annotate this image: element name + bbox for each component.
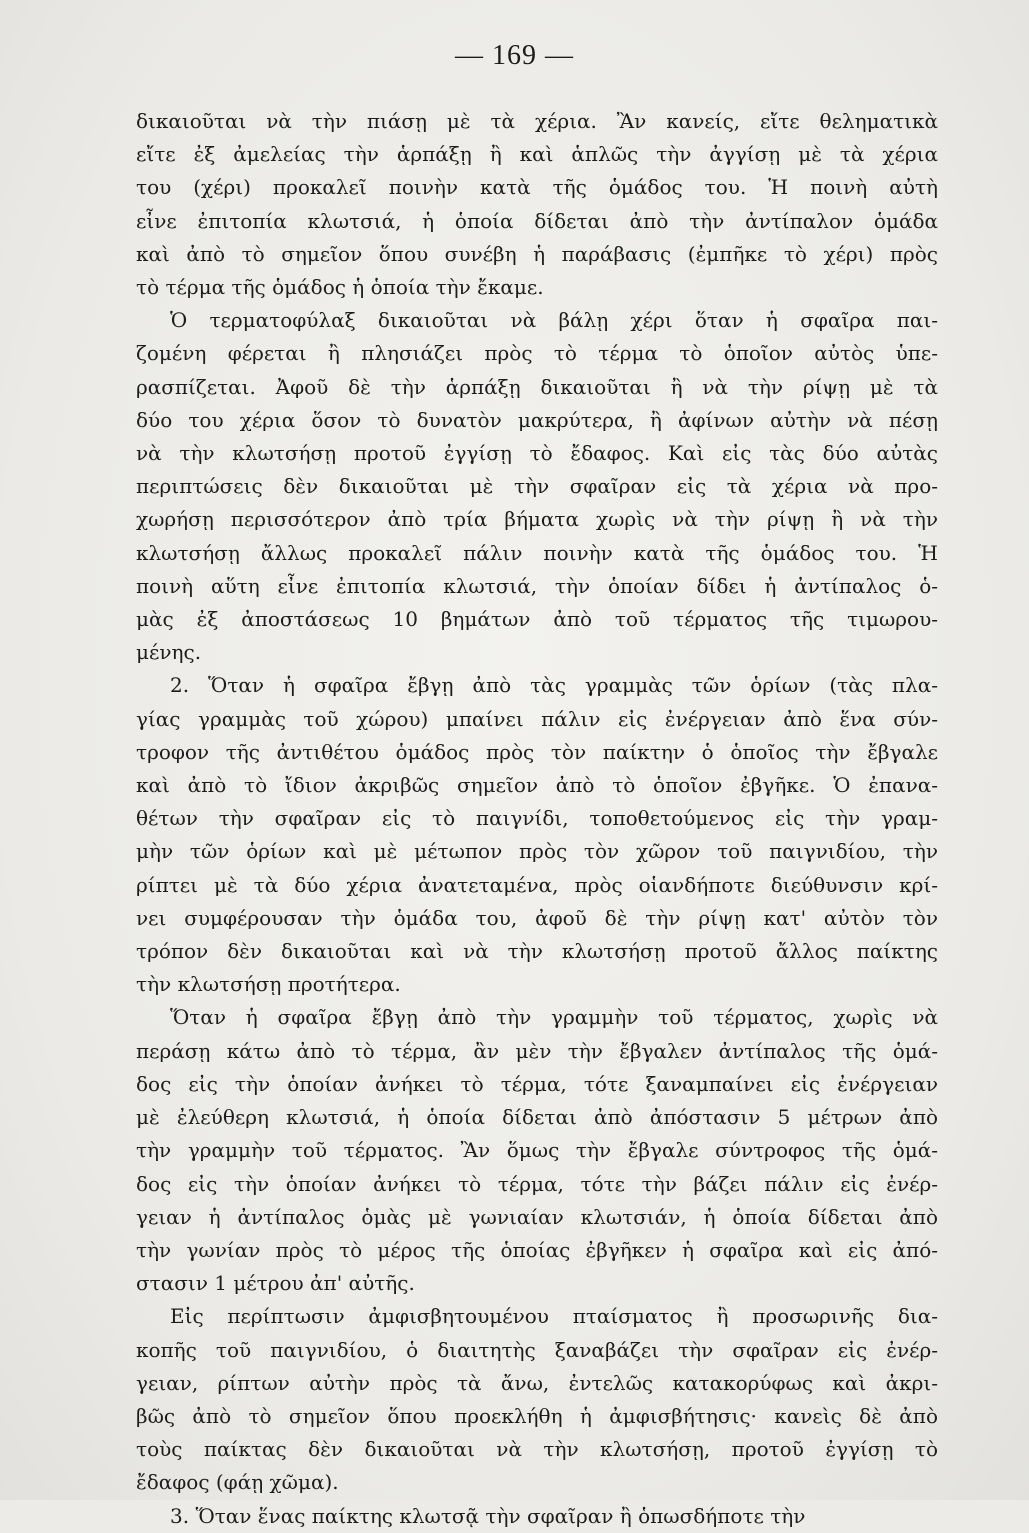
text-line: καὶ ἀπὸ τὸ ἴδιον ἀκριβῶς σημεῖον ἀπὸ τὸ ὁποῖον ἐβγῆκε. Ὁ ἐπανα- [136, 773, 938, 798]
text-line: μὲ ἐλεύθερη κλωτσιά, ἡ ὁποία δίδεται ἀπὸ ἀπόστασιν 5 μέτρων ἀπὸ [136, 1105, 938, 1130]
text-line: του (χέρι) προκαλεῖ ποινὴν κατὰ τῆς ὁμάδος του. Ἡ ποινὴ αὐτὴ [136, 175, 938, 200]
text-line: Ὅταν ἡ σφαῖρα ἔβγῃ ἀπὸ τὴν γραμμὴν τοῦ τέρματος, χωρὶς νὰ [170, 1005, 938, 1030]
paragraph [136, 105, 938, 304]
text-line: εἶνε ἐπιτοπία κλωτσιά, ἡ ὁποία δίδεται ἀπὸ τὴν ἀντίπαλον ὁμάδα [136, 208, 938, 233]
text-line: μένης. [136, 640, 202, 665]
text-line: ποινὴ αὕτη εἶνε ἐπιτοπία κλωτσιά, τὴν ὁποίαν δίδει ἡ ἀντίπαλος ὁ- [136, 573, 938, 598]
text-line: τροφον τῆς ἀντιθέτου ὁμάδος πρὸς τὸν παίκτην ὁ ὁποῖος τὴν ἔβγαλε [136, 739, 938, 764]
paragraph [136, 1300, 938, 1499]
text-line: 2. Ὅταν ἡ σφαῖρα ἔβγῃ ἀπὸ τὰς γραμμὰς τῶν ὁρίων (τὰς πλα- [170, 673, 938, 698]
text-line: νει συμφέρουσαν τὴν ὁμάδα του, ἀφοῦ δὲ τὴν ρίψῃ κατ' αὐτὸν τὸν [136, 905, 938, 930]
text-line: καὶ ἀπὸ τὸ σημεῖον ὅπου συνέβη ἡ παράβασις (ἐμπῆκε τὸ χέρι) πρὸς [136, 241, 938, 266]
text-line: ζομένη φέρεται ἢ πλησιάζει πρὸς τὸ τέρμα τὸ ὁποῖον αὐτὸς ὑπε- [136, 341, 938, 366]
text-line: 3. Ὅταν ἕνας παίκτης κλωτσᾷ τὴν σφαῖραν ἢ ὁπωσδήποτε τὴν [170, 1503, 806, 1528]
text-line: ἔδαφος (φάῃ χῶμα). [136, 1470, 339, 1495]
text-line: μὰς ἐξ ἀποστάσεως 10 βημάτων ἀπὸ τοῦ τέρματος τῆς τιμωρου- [136, 607, 938, 632]
paragraph [136, 1500, 938, 1533]
text-line: τὴν γωνίαν πρὸς τὸ μέρος τῆς ὁποίας ἐβγῆκεν ἡ σφαῖρα καὶ εἰς ἀπό- [136, 1237, 938, 1262]
text-line: γειαν ἡ ἀντίπαλος ὁμὰς μὲ γωνιαίαν κλωτσιάν, ἡ ὁποία δίδεται ἀπὸ [136, 1204, 938, 1229]
text-line: βῶς ἀπὸ τὸ σημεῖον ὅπου προεκλήθη ἡ ἀμφισβήτησις· κανεὶς δὲ ἀπὸ [136, 1403, 938, 1428]
text-line: τὸ τέρμα τῆς ὁμάδος ἡ ὁποία τὴν ἔκαμε. [136, 275, 544, 300]
text-line: γειαν, ρίπτων αὐτὴν πρὸς τὰ ἄνω, ἐντελῶς κατακορύφως καὶ ἀκρι- [136, 1370, 938, 1395]
text-line: ρίπτει μὲ τὰ δύο χέρια ἀνατεταμένα, πρὸς οἱανδήποτε διεύθυνσιν κρί- [136, 872, 938, 897]
text-line: κλωτσήσῃ ἄλλως προκαλεῖ πάλιν ποινὴν κατὰ τῆς ὁμάδος του. Ἡ [136, 540, 938, 565]
text-line: δος εἰς τὴν ὁποίαν ἀνήκει τὸ τέρμα, τότε τὴν βάζει πάλιν εἰς ἐνέρ- [136, 1171, 938, 1196]
text-line: εἴτε ἐξ ἀμελείας τὴν ἁρπάξῃ ἢ καὶ ἁπλῶς τὴν ἀγγίσῃ μὲ τὰ χέρια [136, 142, 938, 167]
text-line: κοπῆς τοῦ παιγνιδίου, ὁ διαιτητὴς ξαναβάζει τὴν σφαῖραν εἰς ἐνέρ- [136, 1337, 938, 1362]
text-line: περάσῃ κάτω ἀπὸ τὸ τέρμα, ἂν μὲν τὴν ἔβγαλεν ἀντίπαλος τῆς ὁμά- [136, 1038, 938, 1063]
text-line: περιπτώσεις δὲν δικαιοῦται μὲ τὴν σφαῖραν εἰς τὰ χέρια νὰ προ- [136, 474, 938, 499]
text-line: στασιν 1 μέτρου ἀπ' αὐτῆς. [136, 1271, 415, 1296]
text-line: ρασπίζεται. Ἀφοῦ δὲ τὴν ἁρπάξῃ δικαιοῦται ἢ νὰ τὴν ρίψῃ μὲ τὰ [136, 374, 938, 399]
body-text [136, 105, 938, 1533]
text-line: μὴν τῶν ὁρίων καὶ μὲ μέτωπον πρὸς τὸν χῶρον τοῦ παιγνιδίου, τὴν [136, 839, 938, 864]
page-number: — 169 — [455, 40, 574, 71]
text-line: δικαιοῦται νὰ τὴν πιάσῃ μὲ τὰ χέρια. Ἂν κανείς, εἴτε θεληματικὰ [136, 109, 938, 133]
text-line: γίας γραμμὰς τοῦ χώρου) μπαίνει πάλιν εἰς ἐνέργειαν ἀπὸ ἕνα σύν- [136, 706, 938, 731]
text-line: νὰ τὴν κλωτσήσῃ προτοῦ ἐγγίσῃ τὸ ἔδαφος. Καὶ εἰς τὰς δύο αὐτὰς [136, 441, 938, 466]
text-line: Εἰς περίπτωσιν ἀμφισβητουμένου πταίσματος ἢ προσωρινῆς δια- [170, 1304, 938, 1329]
text-line: Ὁ τερματοφύλαξ δικαιοῦται νὰ βάλῃ χέρι ὅταν ἡ σφαῖρα παι- [170, 308, 938, 333]
text-line: χωρήσῃ περισσότερον ἀπὸ τρία βήματα χωρὶς νὰ τὴν ρίψῃ ἢ νὰ τὴν [136, 507, 938, 532]
text-line: τὴν γραμμὴν τοῦ τέρματος. Ἂν ὅμως τὴν ἔβγαλε σύντροφος τῆς ὁμά- [136, 1138, 938, 1163]
text-line: δύο του χέρια ὅσον τὸ δυνατὸν μακρύτερα, ἢ ἀφίνων αὐτὴν νὰ πέσῃ [136, 407, 938, 432]
text-line: τρόπον δὲν δικαιοῦται καὶ νὰ τὴν κλωτσήσῃ προτοῦ ἄλλος παίκτης [136, 939, 938, 964]
paragraph [136, 304, 938, 669]
text-line: τὴν κλωτσήσῃ προτήτερα. [136, 972, 401, 997]
paragraph [136, 669, 938, 1001]
text-line: θέτων τὴν σφαῖραν εἰς τὸ παιγνίδι, τοποθετούμενος εἰς τὴν γραμ- [136, 806, 938, 831]
text-line: δος εἰς τὴν ὁποίαν ἀνήκει τὸ τέρμα, τότε ξαναμπαίνει εἰς ἐνέργειαν [136, 1071, 938, 1096]
paragraph [136, 1001, 938, 1300]
text-line: τοὺς παίκτας δὲν δικαιοῦται νὰ τὴν κλωτσήσῃ, προτοῦ ἐγγίσῃ τὸ [136, 1437, 938, 1462]
